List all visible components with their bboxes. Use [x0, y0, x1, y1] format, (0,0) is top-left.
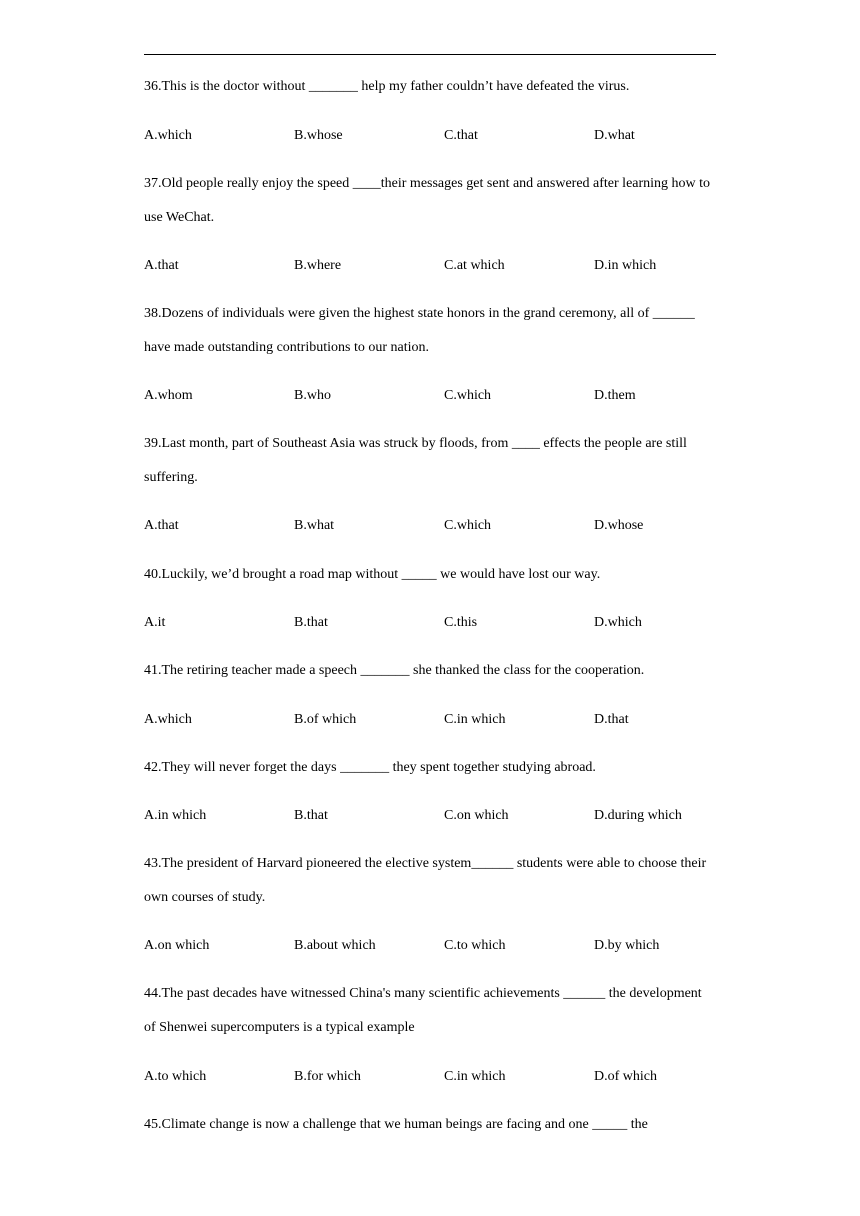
- option-a[interactable]: A.in which: [144, 808, 207, 823]
- options-39: [144, 516, 716, 536]
- options-43: [144, 936, 716, 956]
- option-b[interactable]: B.for which: [294, 1069, 361, 1084]
- option-d[interactable]: D.of which: [594, 1069, 657, 1084]
- option-b[interactable]: B.about which: [294, 938, 376, 953]
- option-d[interactable]: D.that: [594, 712, 629, 727]
- question-42: 42.They will never forget the days _______ they spent together studying abroad.: [144, 760, 596, 775]
- question-38: 38.Dozens of individuals were given the highest state honors in the grand ceremony, all of ______ have made outstanding contributions to our nation.: [144, 306, 695, 355]
- option-a[interactable]: A.that: [144, 518, 179, 533]
- question-43: 43.The president of Harvard pioneered the elective system______ students were able to choose their own courses of study.: [144, 856, 707, 905]
- option-b[interactable]: B.where: [294, 258, 342, 273]
- header-rule: [144, 54, 716, 55]
- option-c[interactable]: C.which: [444, 518, 492, 533]
- option-a[interactable]: A.on which: [144, 938, 210, 953]
- option-c[interactable]: C.to which: [444, 938, 506, 953]
- option-a[interactable]: A.whom: [144, 388, 193, 403]
- option-a[interactable]: A.which: [144, 712, 192, 727]
- option-a[interactable]: A.that: [144, 258, 179, 273]
- option-b[interactable]: B.that: [294, 615, 328, 630]
- option-d[interactable]: D.which: [594, 615, 642, 630]
- options-38: [144, 386, 716, 406]
- option-c[interactable]: C.on which: [444, 808, 509, 823]
- option-b[interactable]: B.that: [294, 808, 328, 823]
- option-a[interactable]: A.which: [144, 128, 192, 143]
- option-b[interactable]: B.what: [294, 518, 335, 533]
- options-40: [144, 613, 716, 633]
- option-c[interactable]: C.at which: [444, 258, 505, 273]
- option-c[interactable]: C.which: [444, 388, 492, 403]
- option-d[interactable]: D.what: [594, 128, 635, 143]
- question-45: 45.Climate change is now a challenge that we human beings are facing and one _____ the: [144, 1117, 648, 1132]
- option-d[interactable]: D.by which: [594, 938, 660, 953]
- option-b[interactable]: B.whose: [294, 128, 343, 143]
- question-37: 37.Old people really enjoy the speed ____their messages get sent and answered after learning how to use WeChat.: [144, 176, 711, 225]
- option-d[interactable]: D.in which: [594, 258, 657, 273]
- option-a[interactable]: A.to which: [144, 1069, 207, 1084]
- options-41: [144, 710, 716, 730]
- options-42: [144, 806, 716, 826]
- question-40: 40.Luckily, we’d brought a road map without _____ we would have lost our way.: [144, 567, 601, 582]
- option-a[interactable]: A.it: [144, 615, 166, 630]
- option-b[interactable]: B.who: [294, 388, 331, 403]
- option-c[interactable]: C.that: [444, 128, 478, 143]
- option-c[interactable]: C.in which: [444, 1069, 506, 1084]
- question-36: 36.This is the doctor without _______ help my father couldn’t have defeated the virus.: [144, 79, 630, 94]
- question-39: 39.Last month, part of Southeast Asia was struck by floods, from ____ effects the people are still suffering.: [144, 436, 687, 485]
- question-41: 41.The retiring teacher made a speech _______ she thanked the class for the cooperation.: [144, 663, 645, 678]
- question-44: 44.The past decades have witnessed China's many scientific achievements ______ the development of Shenwei supercomputers is a typical example: [144, 986, 702, 1035]
- option-b[interactable]: B.of which: [294, 712, 357, 727]
- option-d[interactable]: D.during which: [594, 808, 682, 823]
- options-44: [144, 1067, 716, 1087]
- options-37: [144, 256, 716, 276]
- option-d[interactable]: D.whose: [594, 518, 644, 533]
- option-c[interactable]: C.this: [444, 615, 478, 630]
- option-c[interactable]: C.in which: [444, 712, 506, 727]
- options-36: [144, 126, 716, 146]
- option-d[interactable]: D.them: [594, 388, 636, 403]
